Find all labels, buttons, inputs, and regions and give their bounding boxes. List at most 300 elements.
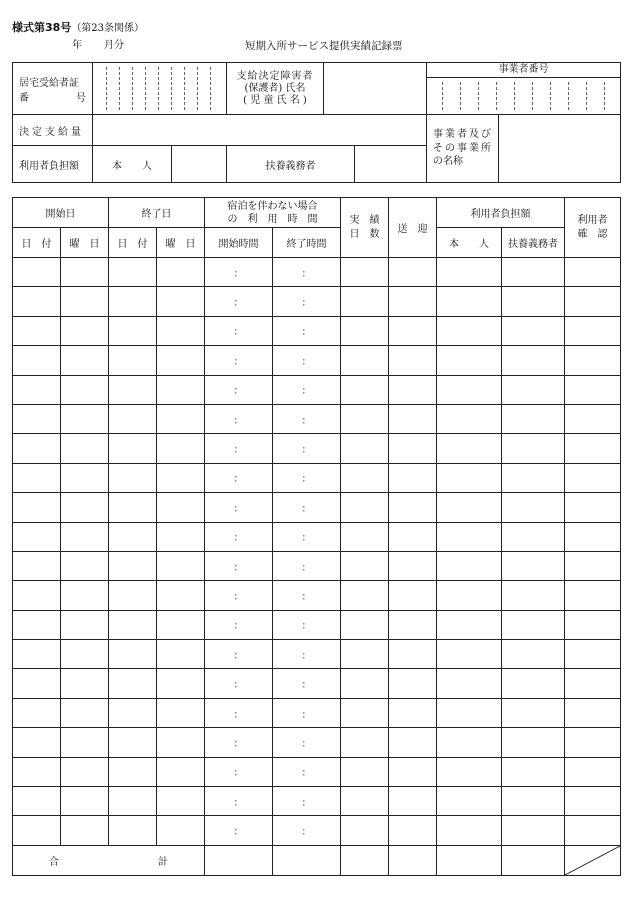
start-time-cell[interactable] [205, 493, 273, 522]
self-burden-cell[interactable] [437, 493, 502, 522]
start-weekday-cell[interactable] [61, 728, 109, 757]
self-burden-cell[interactable] [437, 287, 502, 316]
end-time-cell[interactable] [273, 698, 341, 727]
start-time-cell[interactable] [205, 698, 273, 727]
self-burden-cell[interactable] [437, 316, 502, 345]
user-confirm-cell[interactable] [565, 522, 621, 551]
user-confirm-cell[interactable] [565, 551, 621, 580]
end-time-cell[interactable] [273, 522, 341, 551]
self-burden-cell[interactable] [437, 258, 502, 287]
start-weekday-cell[interactable] [61, 316, 109, 345]
actual-days-cell[interactable] [341, 404, 389, 433]
start-date-cell[interactable] [13, 463, 61, 492]
start-day-header: 開始日 [13, 198, 109, 228]
obligor-burden-cell[interactable] [502, 404, 565, 433]
start-weekday-cell[interactable] [61, 346, 109, 375]
time-colon: ： [301, 386, 312, 398]
table-row [13, 375, 621, 404]
end-weekday-cell[interactable] [157, 522, 205, 551]
start-weekday-cell[interactable] [61, 669, 109, 698]
end-time-cell[interactable] [273, 434, 341, 463]
start-time-cell[interactable] [205, 816, 273, 845]
start-time-cell[interactable] [205, 463, 273, 492]
end-weekday-cell[interactable] [157, 728, 205, 757]
self-burden-cell[interactable] [437, 816, 502, 845]
actual-days-cell[interactable] [341, 787, 389, 816]
self-burden-header: 本 人 [437, 228, 502, 258]
obligor-burden-cell[interactable] [502, 346, 565, 375]
total-confirm-crossed [565, 845, 621, 875]
start-date-cell[interactable] [13, 287, 61, 316]
self-burden-cell[interactable] [437, 404, 502, 433]
start-time-cell[interactable] [205, 728, 273, 757]
time-colon: ： [301, 533, 312, 545]
service-log-table [12, 197, 621, 876]
end-weekday-cell[interactable] [157, 698, 205, 727]
start-date-cell[interactable] [13, 640, 61, 669]
end-time-cell[interactable] [273, 404, 341, 433]
self-burden-cell [93, 146, 227, 183]
user-confirm-cell[interactable] [565, 581, 621, 610]
time-colon: ： [233, 709, 244, 721]
self-burden-cell[interactable] [437, 610, 502, 639]
end-date-cell[interactable] [109, 346, 157, 375]
time-colon: ： [301, 503, 312, 515]
user-confirm-cell[interactable] [565, 698, 621, 727]
end-date-cell[interactable] [109, 728, 157, 757]
time-colon: ： [233, 327, 244, 339]
start-time-cell[interactable] [205, 287, 273, 316]
start-time-cell[interactable] [205, 610, 273, 639]
provider-number-label: 事業者番号 [427, 63, 620, 78]
actual-l2: 日 数 [349, 228, 380, 240]
provider-number-field[interactable] [427, 78, 620, 114]
end-weekday-cell[interactable] [157, 610, 205, 639]
user-confirm-cell[interactable] [565, 316, 621, 345]
start-date-cell[interactable] [13, 493, 61, 522]
end-date-cell[interactable] [109, 463, 157, 492]
start-time-cell[interactable] [205, 258, 273, 287]
transport-cell[interactable] [389, 757, 437, 786]
table-row [13, 258, 621, 287]
transport-cell[interactable] [389, 787, 437, 816]
user-burden-header: 利用者負担額 [437, 198, 565, 228]
self-label: 本 人 [93, 146, 172, 182]
provider-name-label [427, 115, 499, 183]
end-time-cell[interactable] [273, 787, 341, 816]
user-burden-label: 利用者負担額 [13, 146, 93, 183]
table-row [13, 698, 621, 727]
end-date-cell[interactable] [109, 816, 157, 845]
actual-days-cell[interactable] [341, 287, 389, 316]
time-colon: ： [233, 591, 244, 603]
end-date-cell[interactable] [109, 258, 157, 287]
end-weekday-cell[interactable] [157, 375, 205, 404]
time-colon: ： [233, 415, 244, 427]
self-burden-cell[interactable] [437, 551, 502, 580]
start-weekday-cell[interactable] [61, 816, 109, 845]
total-end-time[interactable] [273, 845, 341, 875]
time-colon: ： [301, 680, 312, 692]
actual-l1: 実 績 [349, 214, 380, 226]
start-weekday-cell[interactable] [61, 375, 109, 404]
user-confirm-cell[interactable] [565, 404, 621, 433]
end-date-cell[interactable] [109, 581, 157, 610]
obligor-burden-cell[interactable] [502, 463, 565, 492]
end-time-cell[interactable] [273, 551, 341, 580]
obligor-burden-cell[interactable] [502, 787, 565, 816]
obligor-burden-cell[interactable] [502, 640, 565, 669]
recipient-number-l1: 居宅受給者証 [19, 77, 79, 89]
obligor-burden-cell[interactable] [502, 610, 565, 639]
end-weekday-cell[interactable] [157, 287, 205, 316]
user-confirm-cell[interactable] [565, 787, 621, 816]
transport-cell[interactable] [389, 316, 437, 345]
actual-days-cell[interactable] [341, 816, 389, 845]
transport-cell[interactable] [389, 493, 437, 522]
time-colon: ： [233, 503, 244, 515]
end-date-cell[interactable] [109, 522, 157, 551]
actual-days-cell[interactable] [341, 493, 389, 522]
end-weekday-cell[interactable] [157, 463, 205, 492]
total-transport[interactable] [389, 845, 437, 875]
obligor-burden-cell[interactable] [502, 728, 565, 757]
guardian-name-label [227, 63, 324, 115]
start-date-cell[interactable] [13, 551, 61, 580]
table-row [13, 463, 621, 492]
time-colon: ： [301, 768, 312, 780]
start-weekday-cell[interactable] [61, 698, 109, 727]
time-colon: ： [233, 827, 244, 839]
time-colon: ： [233, 445, 244, 457]
end-time-cell[interactable] [273, 375, 341, 404]
end-time-cell[interactable] [273, 316, 341, 345]
obligor-burden-cell[interactable] [502, 493, 565, 522]
end-weekday-cell[interactable] [157, 581, 205, 610]
transport-cell[interactable] [389, 581, 437, 610]
actual-days-cell[interactable] [341, 728, 389, 757]
total-self-burden[interactable] [437, 845, 502, 875]
user-confirm-cell[interactable] [565, 640, 621, 669]
end-time-cell[interactable] [273, 610, 341, 639]
end-time-cell[interactable] [273, 816, 341, 845]
self-burden-cell[interactable] [437, 581, 502, 610]
self-burden-cell[interactable] [437, 757, 502, 786]
self-burden-field[interactable] [172, 146, 227, 182]
end-date-cell[interactable] [109, 610, 157, 639]
end-time-cell[interactable] [273, 493, 341, 522]
end-date-cell[interactable] [109, 698, 157, 727]
end-time-cell[interactable] [273, 757, 341, 786]
table-row [13, 787, 621, 816]
start-weekday-cell[interactable] [61, 493, 109, 522]
obligor-burden-cell[interactable] [502, 316, 565, 345]
user-confirm-cell[interactable] [565, 346, 621, 375]
end-time-cell[interactable] [273, 669, 341, 698]
obligor-burden-cell[interactable] [502, 375, 565, 404]
start-time-cell[interactable] [205, 669, 273, 698]
time-colon: ： [301, 474, 312, 486]
self-burden-cell[interactable] [437, 698, 502, 727]
end-date-cell[interactable] [109, 640, 157, 669]
provider-name-l1: 事業者及び [433, 129, 493, 141]
actual-days-cell[interactable] [341, 522, 389, 551]
obligor-burden-cell[interactable] [502, 434, 565, 463]
obligor-burden-cell[interactable] [502, 551, 565, 580]
user-confirm-cell[interactable] [565, 258, 621, 287]
start-date-cell[interactable] [13, 258, 61, 287]
start-time-cell[interactable] [205, 404, 273, 433]
user-confirm-cell[interactable] [565, 287, 621, 316]
transport-cell[interactable] [389, 434, 437, 463]
obligor-burden-cell[interactable] [502, 258, 565, 287]
start-weekday-cell[interactable] [61, 610, 109, 639]
actual-days-cell[interactable] [341, 669, 389, 698]
start-weekday-cell[interactable] [61, 581, 109, 610]
provider-name-field[interactable] [499, 115, 621, 183]
end-time-cell[interactable] [273, 728, 341, 757]
user-confirm-cell[interactable] [565, 434, 621, 463]
obligor-burden-field[interactable] [355, 146, 427, 182]
page-title: 短期入所サービス提供実績記録票 [245, 40, 403, 52]
actual-days-cell[interactable] [341, 316, 389, 345]
start-time-cell[interactable] [205, 757, 273, 786]
time-colon: ： [301, 327, 312, 339]
start-weekday-cell[interactable] [61, 787, 109, 816]
total-start-time[interactable] [205, 845, 273, 875]
actual-days-cell[interactable] [341, 258, 389, 287]
transport-cell[interactable] [389, 669, 437, 698]
user-confirm-cell[interactable] [565, 493, 621, 522]
transport-cell[interactable] [389, 346, 437, 375]
user-confirm-cell[interactable] [565, 375, 621, 404]
start-date-cell[interactable] [13, 346, 61, 375]
recipient-number-label [13, 63, 93, 115]
recipient-number-field[interactable] [93, 63, 227, 115]
table-row [13, 551, 621, 580]
time-colon: ： [301, 445, 312, 457]
total-label [13, 845, 205, 875]
end-weekday-cell[interactable] [157, 551, 205, 580]
start-date-cell[interactable] [13, 757, 61, 786]
time-colon: ： [233, 621, 244, 633]
start-date-cell[interactable] [13, 581, 61, 610]
start-time-cell[interactable] [205, 787, 273, 816]
end-weekday-cell[interactable] [157, 757, 205, 786]
user-confirm-cell[interactable] [565, 669, 621, 698]
table-row [13, 434, 621, 463]
start-weekday-cell[interactable] [61, 640, 109, 669]
actual-days-cell[interactable] [341, 610, 389, 639]
end-time-cell[interactable] [273, 258, 341, 287]
end-date-cell[interactable] [109, 787, 157, 816]
start-weekday-cell[interactable] [61, 404, 109, 433]
transport-cell[interactable] [389, 610, 437, 639]
start-date-cell[interactable] [13, 610, 61, 639]
end-date-cell[interactable] [109, 404, 157, 433]
form-relation: （第23条関係） [71, 23, 145, 34]
time-colon: ： [301, 298, 312, 310]
start-date-header: 日 付 [13, 228, 61, 258]
guardian-l3: ( 児 童 氏 名 ) [243, 94, 307, 106]
year-label: 年 [72, 40, 82, 51]
end-weekday-cell[interactable] [157, 640, 205, 669]
total-actual-days[interactable] [341, 845, 389, 875]
actual-days-cell[interactable] [341, 434, 389, 463]
start-weekday-cell[interactable] [61, 258, 109, 287]
time-colon: ： [233, 650, 244, 662]
actual-days-cell[interactable] [341, 640, 389, 669]
transport-cell[interactable] [389, 698, 437, 727]
self-burden-cell[interactable] [437, 640, 502, 669]
start-date-cell[interactable] [13, 434, 61, 463]
start-date-cell[interactable] [13, 522, 61, 551]
transport-cell[interactable] [389, 816, 437, 845]
month-label: 月分 [104, 40, 124, 51]
transport-cell[interactable] [389, 640, 437, 669]
end-date-cell[interactable] [109, 669, 157, 698]
self-burden-cell[interactable] [437, 669, 502, 698]
recipient-info-table [12, 62, 621, 183]
obligor-burden-cell[interactable] [502, 522, 565, 551]
end-date-cell[interactable] [109, 375, 157, 404]
end-weekday-cell[interactable] [157, 258, 205, 287]
end-date-cell[interactable] [109, 493, 157, 522]
guardian-l1: 支給決定障害者 [236, 70, 314, 82]
start-time-cell[interactable] [205, 375, 273, 404]
end-weekday-cell[interactable] [157, 346, 205, 375]
start-date-cell[interactable] [13, 404, 61, 433]
actual-days-cell[interactable] [341, 375, 389, 404]
actual-days-cell[interactable] [341, 463, 389, 492]
start-time-cell[interactable] [205, 522, 273, 551]
provider-name-l3: の名称 [433, 156, 463, 168]
no-stay-l1: 宿泊を伴わない場合 [227, 200, 318, 212]
obligor-burden-cell[interactable] [502, 816, 565, 845]
obligor-burden-cell[interactable] [502, 287, 565, 316]
decided-amount-field[interactable] [93, 115, 427, 146]
user-confirm-cell[interactable] [565, 463, 621, 492]
transport-cell[interactable] [389, 287, 437, 316]
user-confirm-header [565, 198, 621, 258]
start-weekday-cell[interactable] [61, 434, 109, 463]
obligor-burden-cell[interactable] [502, 698, 565, 727]
start-time-cell[interactable] [205, 640, 273, 669]
end-time-cell[interactable] [273, 287, 341, 316]
user-confirm-cell[interactable] [565, 610, 621, 639]
end-date-cell[interactable] [109, 287, 157, 316]
end-day-header: 終了日 [109, 198, 205, 228]
start-time-cell[interactable] [205, 346, 273, 375]
guardian-name-field[interactable] [324, 63, 427, 115]
end-weekday-cell[interactable] [157, 316, 205, 345]
start-date-cell[interactable] [13, 698, 61, 727]
user-confirm-cell[interactable] [565, 757, 621, 786]
time-colon: ： [233, 768, 244, 780]
end-date-cell[interactable] [109, 551, 157, 580]
end-weekday-cell[interactable] [157, 404, 205, 433]
table-row [13, 493, 621, 522]
start-weekday-cell[interactable] [61, 757, 109, 786]
start-weekday-cell[interactable] [61, 463, 109, 492]
actual-days-cell[interactable] [341, 551, 389, 580]
start-date-cell[interactable] [13, 669, 61, 698]
self-burden-cell[interactable] [437, 787, 502, 816]
transport-cell[interactable] [389, 463, 437, 492]
actual-days-cell[interactable] [341, 698, 389, 727]
table-row [13, 816, 621, 845]
start-weekday-cell[interactable] [61, 522, 109, 551]
start-date-cell[interactable] [13, 375, 61, 404]
table-row [13, 346, 621, 375]
self-burden-cell[interactable] [437, 346, 502, 375]
recipient-number-l2b: 号 [76, 92, 86, 104]
transport-cell[interactable] [389, 258, 437, 287]
total-obligor-burden[interactable] [502, 845, 565, 875]
start-time-cell[interactable] [205, 551, 273, 580]
start-time-cell[interactable] [205, 434, 273, 463]
actual-days-cell[interactable] [341, 757, 389, 786]
start-time-cell[interactable] [205, 316, 273, 345]
total-row [13, 845, 621, 875]
table-row [13, 640, 621, 669]
transport-cell[interactable] [389, 375, 437, 404]
total-label-a: 合 [49, 856, 59, 868]
end-weekday-cell[interactable] [157, 669, 205, 698]
obligor-burden-cell[interactable] [502, 669, 565, 698]
user-confirm-cell[interactable] [565, 728, 621, 757]
transport-cell[interactable] [389, 522, 437, 551]
start-date-cell[interactable] [13, 787, 61, 816]
end-date-cell[interactable] [109, 757, 157, 786]
end-time-cell[interactable] [273, 463, 341, 492]
self-burden-cell[interactable] [437, 522, 502, 551]
time-colon: ： [301, 415, 312, 427]
transport-cell[interactable] [389, 551, 437, 580]
time-colon: ： [233, 298, 244, 310]
start-date-cell[interactable] [13, 816, 61, 845]
end-weekday-cell[interactable] [157, 816, 205, 845]
transport-cell[interactable] [389, 404, 437, 433]
end-time-cell[interactable] [273, 581, 341, 610]
end-date-cell[interactable] [109, 316, 157, 345]
start-weekday-cell[interactable] [61, 287, 109, 316]
obligor-burden-cell[interactable] [502, 757, 565, 786]
self-burden-cell[interactable] [437, 375, 502, 404]
end-weekday-cell[interactable] [157, 787, 205, 816]
self-burden-cell[interactable] [437, 434, 502, 463]
self-burden-cell[interactable] [437, 728, 502, 757]
end-date-cell[interactable] [109, 434, 157, 463]
end-weekday-cell[interactable] [157, 493, 205, 522]
self-burden-cell[interactable] [437, 463, 502, 492]
end-time-cell[interactable] [273, 640, 341, 669]
actual-days-cell[interactable] [341, 346, 389, 375]
start-date-cell[interactable] [13, 316, 61, 345]
start-time-cell[interactable] [205, 581, 273, 610]
actual-days-cell[interactable] [341, 581, 389, 610]
start-weekday-cell[interactable] [61, 551, 109, 580]
user-confirm-cell[interactable] [565, 816, 621, 845]
start-date-cell[interactable] [13, 728, 61, 757]
obligor-label: 扶養義務者 [227, 146, 355, 182]
end-weekday-cell[interactable] [157, 434, 205, 463]
end-time-cell[interactable] [273, 346, 341, 375]
transport-cell[interactable] [389, 728, 437, 757]
obligor-burden-cell[interactable] [502, 581, 565, 610]
no-stay-header [205, 198, 341, 228]
transport-header: 送 迎 [389, 198, 437, 258]
